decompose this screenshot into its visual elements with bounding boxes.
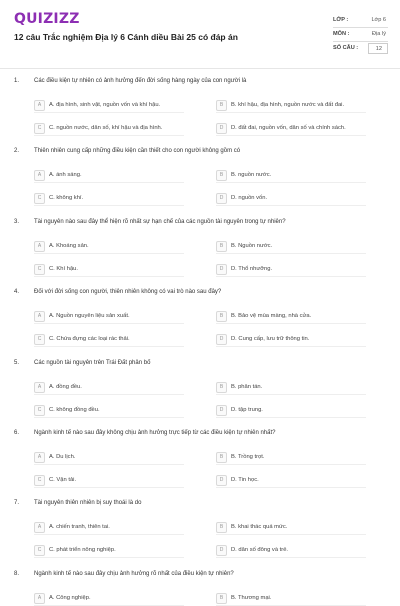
option-letter-badge: C bbox=[34, 405, 45, 416]
option-text: D. tập trung. bbox=[231, 406, 263, 413]
option-divider bbox=[34, 557, 184, 558]
question-number: 7. bbox=[14, 500, 20, 507]
option-text: C. phát triển nông nghiệp. bbox=[49, 547, 116, 554]
option-divider bbox=[216, 346, 366, 347]
option-letter-badge: B bbox=[216, 100, 227, 111]
option-divider bbox=[216, 253, 366, 254]
option-text: B. khai thác quá mức. bbox=[231, 524, 288, 531]
option-text: A. Nguồn nguyên liệu sản xuất. bbox=[49, 313, 130, 320]
option-letter-badge: B bbox=[216, 170, 227, 181]
meta-info bbox=[333, 14, 388, 55]
question-number: 4. bbox=[14, 289, 20, 296]
question-text: Tài nguyên thiên nhiên bị suy thoái là do bbox=[34, 500, 142, 507]
meta-label: LỚP : bbox=[333, 17, 349, 23]
option-text: A. Khoáng sản. bbox=[49, 242, 89, 249]
option-divider bbox=[34, 205, 184, 206]
option-divider bbox=[34, 112, 184, 113]
meta-label: MÔN : bbox=[333, 31, 350, 37]
option-letter-badge: B bbox=[216, 593, 227, 604]
option-text: C. không khí. bbox=[49, 195, 84, 202]
option-text: A. ánh sáng. bbox=[49, 172, 82, 179]
option-divider bbox=[216, 394, 366, 395]
option-text: B. Nguồn nước. bbox=[231, 242, 273, 249]
option-divider bbox=[216, 135, 366, 136]
option-letter-badge: D bbox=[216, 123, 227, 134]
option-text: D. Thổ nhưỡng. bbox=[231, 265, 273, 272]
question-number: 1. bbox=[14, 78, 20, 84]
question-number: 2. bbox=[14, 148, 20, 155]
option-letter-badge: A bbox=[34, 311, 45, 322]
option-divider bbox=[34, 346, 184, 347]
question-number: 3. bbox=[14, 218, 20, 225]
option-divider bbox=[216, 534, 366, 535]
option-text: D. nguồn vốn. bbox=[231, 195, 268, 202]
option-letter-badge: A bbox=[34, 452, 45, 463]
option-letter-badge: C bbox=[34, 475, 45, 486]
option-divider bbox=[216, 557, 366, 558]
option-divider bbox=[34, 182, 184, 183]
option-text: B. phân tán. bbox=[231, 383, 263, 390]
option-letter-badge: D bbox=[216, 264, 227, 275]
option-text: D. Cung cấp, lưu trữ thông tin. bbox=[231, 336, 310, 343]
option-text: C. nguồn nước, dân số, khí hậu và địa hình. bbox=[49, 125, 163, 131]
option-letter-badge: D bbox=[216, 334, 227, 345]
question-text: Thiên nhiên cung cấp những điều kiện cần thiết cho con người không gồm có bbox=[34, 148, 241, 155]
option-letter-badge: B bbox=[216, 522, 227, 533]
option-divider bbox=[34, 417, 184, 418]
meta-label: SỐ CÂU : bbox=[333, 45, 359, 51]
option-divider bbox=[216, 112, 366, 113]
option-letter-badge: A bbox=[34, 241, 45, 252]
option-text: A. Công nghiệp. bbox=[49, 594, 91, 601]
quizizz-logo: QUIZIZZ bbox=[14, 11, 80, 27]
option-letter-badge: A bbox=[34, 593, 45, 604]
option-text: C. Khí hậu. bbox=[49, 265, 79, 272]
option-text: B. nguồn nước. bbox=[231, 172, 272, 179]
option-text: A. đồng đều. bbox=[49, 383, 82, 390]
option-letter-badge: C bbox=[34, 264, 45, 275]
option-divider bbox=[34, 276, 184, 277]
option-text: D. Tin học. bbox=[231, 477, 259, 483]
option-letter-badge: A bbox=[34, 170, 45, 181]
question-text: Đối với đời sống con người, thiên nhiên không có vai trò nào sau đây? bbox=[34, 289, 222, 296]
option-letter-badge: C bbox=[34, 123, 45, 134]
option-divider bbox=[216, 182, 366, 183]
option-text: A. địa hình, sinh vật, nguồn vốn và khí hậu. bbox=[49, 102, 161, 108]
option-letter-badge: B bbox=[216, 241, 227, 252]
question-count-box bbox=[368, 43, 388, 54]
question-text: Các điều kiện tự nhiên có ảnh hưởng đến đời sống hàng ngày của con người là bbox=[34, 78, 247, 84]
option-text: D. đất đai, nguồn vốn, dân số và chính sách. bbox=[231, 125, 346, 131]
option-letter-badge: B bbox=[216, 382, 227, 393]
meta-row-grade bbox=[333, 14, 388, 28]
option-text: B. khí hậu, địa hình, nguồn nước và đất đai. bbox=[231, 102, 345, 108]
option-letter-badge: D bbox=[216, 405, 227, 416]
option-divider bbox=[34, 487, 184, 488]
document-title: 12 câu Trắc nghiệm Địa lý 6 Cánh diều Bài 25 có đáp án bbox=[14, 32, 238, 42]
option-divider bbox=[216, 205, 366, 206]
option-divider bbox=[34, 534, 184, 535]
question-text: Ngành kinh tế nào sau đây chịu ảnh hưởng rõ nhất của điều kiện tự nhiên? bbox=[34, 570, 234, 577]
option-letter-badge: A bbox=[34, 522, 45, 533]
option-letter-badge: A bbox=[34, 100, 45, 111]
option-text: A. chiến tranh, thiên tai. bbox=[49, 524, 110, 531]
option-text: C. Vận tải. bbox=[49, 477, 77, 483]
meta-value: Lớp 6 bbox=[371, 17, 386, 23]
option-divider bbox=[34, 135, 184, 136]
option-divider bbox=[216, 276, 366, 277]
option-divider bbox=[216, 417, 366, 418]
option-letter-badge: A bbox=[34, 382, 45, 393]
option-letter-badge: C bbox=[34, 334, 45, 345]
option-letter-badge: C bbox=[34, 193, 45, 204]
option-letter-badge: D bbox=[216, 545, 227, 556]
meta-row-count bbox=[333, 42, 388, 55]
question-text: Tài nguyên nào sau đây thể hiện rõ nhất sự hạn chế của các nguồn tài nguyên trong tự nhiên? bbox=[34, 218, 286, 225]
question-number: 8. bbox=[14, 570, 20, 577]
option-text: C. Chứa đựng các loại rác thải. bbox=[49, 336, 130, 343]
question-number: 6. bbox=[14, 430, 20, 436]
header bbox=[0, 0, 400, 69]
meta-value: Địa lý bbox=[372, 31, 386, 37]
question-text: Ngành kinh tế nào sau đây không chịu ảnh hưởng trực tiếp từ các điều kiện tự nhiên nhất? bbox=[34, 430, 276, 436]
question-text: Các nguồn tài nguyên trên Trái Đất phân bố bbox=[34, 359, 151, 366]
option-divider bbox=[34, 464, 184, 465]
option-text: A. Du lịch. bbox=[49, 454, 76, 460]
option-letter-badge: B bbox=[216, 311, 227, 322]
option-text: B. Trồng trọt. bbox=[231, 454, 265, 460]
meta-row-subject bbox=[333, 28, 388, 42]
option-letter-badge: D bbox=[216, 193, 227, 204]
option-letter-badge: B bbox=[216, 452, 227, 463]
meta-value: 12 bbox=[375, 45, 382, 52]
option-text: B. Thương mại. bbox=[231, 594, 272, 601]
option-letter-badge: C bbox=[34, 545, 45, 556]
option-divider bbox=[34, 253, 184, 254]
option-divider bbox=[216, 487, 366, 488]
question-number: 5. bbox=[14, 359, 20, 366]
option-divider bbox=[216, 464, 366, 465]
option-text: B. Bảo vệ mùa màng, nhà cửa. bbox=[231, 313, 312, 320]
option-letter-badge: D bbox=[216, 475, 227, 486]
option-divider bbox=[216, 323, 366, 324]
option-divider bbox=[34, 323, 184, 324]
option-divider bbox=[34, 394, 184, 395]
option-text: C. không đồng đều. bbox=[49, 406, 100, 413]
option-text: D. dân số đông và trẻ. bbox=[231, 547, 289, 554]
